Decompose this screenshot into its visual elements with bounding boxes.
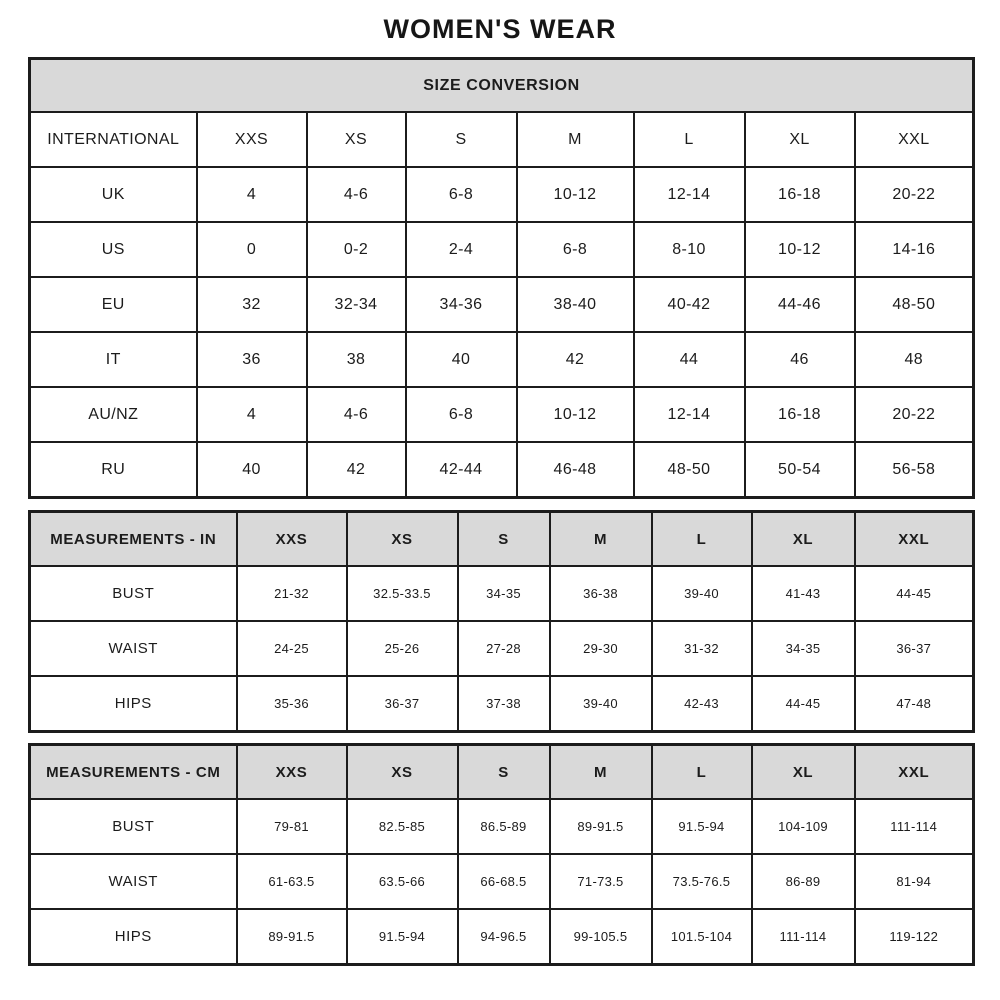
table-row [30, 442, 974, 498]
column-header-s: S [406, 112, 517, 167]
value-cell: 48-50 [634, 442, 745, 498]
value-cell: 16-18 [745, 167, 855, 222]
value-cell: 91.5-94 [347, 909, 458, 965]
value-cell: 71-73.5 [550, 854, 652, 909]
table-row [30, 167, 974, 222]
value-cell: 46 [745, 332, 855, 387]
value-cell: 48-50 [855, 277, 974, 332]
value-cell: 8-10 [634, 222, 745, 277]
value-cell: 111-114 [855, 799, 974, 854]
value-cell: 111-114 [752, 909, 855, 965]
table-row [30, 799, 974, 854]
measurements-cm-title: MEASUREMENTS - CM [30, 745, 237, 800]
value-cell: 37-38 [458, 676, 550, 732]
row-label: HIPS [30, 676, 237, 732]
value-cell: 10-12 [517, 387, 634, 442]
value-cell: 44-45 [855, 566, 974, 621]
value-cell: 42-43 [652, 676, 752, 732]
value-cell: 0 [197, 222, 307, 277]
value-cell: 12-14 [634, 387, 745, 442]
table-row [30, 909, 974, 965]
value-cell: 10-12 [745, 222, 855, 277]
row-label: BUST [30, 566, 237, 621]
size-header-l: L [652, 512, 752, 567]
value-cell: 44-45 [752, 676, 855, 732]
size-header-xs: XS [347, 512, 458, 567]
value-cell: 63.5-66 [347, 854, 458, 909]
value-cell: 39-40 [652, 566, 752, 621]
value-cell: 73.5-76.5 [652, 854, 752, 909]
value-cell: 10-12 [517, 167, 634, 222]
value-cell: 36-37 [347, 676, 458, 732]
size-conversion-table [28, 57, 975, 499]
value-cell: 6-8 [406, 387, 517, 442]
measurements-in-head [30, 512, 974, 567]
value-cell: 56-58 [855, 442, 974, 498]
value-cell: 34-35 [458, 566, 550, 621]
value-cell: 14-16 [855, 222, 974, 277]
value-cell: 79-81 [237, 799, 347, 854]
column-header-xs: XS [307, 112, 406, 167]
value-cell: 20-22 [855, 167, 974, 222]
column-header-international: INTERNATIONAL [30, 112, 197, 167]
value-cell: 4-6 [307, 167, 406, 222]
value-cell: 44-46 [745, 277, 855, 332]
column-header-xl: XL [745, 112, 855, 167]
value-cell: 24-25 [237, 621, 347, 676]
row-label: AU/NZ [30, 387, 197, 442]
value-cell: 89-91.5 [550, 799, 652, 854]
value-cell: 21-32 [237, 566, 347, 621]
value-cell: 41-43 [752, 566, 855, 621]
value-cell: 91.5-94 [652, 799, 752, 854]
measurements-in-header-row [30, 512, 974, 567]
value-cell: 40 [197, 442, 307, 498]
value-cell: 6-8 [406, 167, 517, 222]
value-cell: 4 [197, 167, 307, 222]
size-header-m: M [550, 745, 652, 800]
value-cell: 32.5-33.5 [347, 566, 458, 621]
value-cell: 6-8 [517, 222, 634, 277]
value-cell: 89-91.5 [237, 909, 347, 965]
value-cell: 86-89 [752, 854, 855, 909]
value-cell: 81-94 [855, 854, 974, 909]
value-cell: 12-14 [634, 167, 745, 222]
size-conversion-body [30, 167, 974, 498]
value-cell: 42 [517, 332, 634, 387]
value-cell: 86.5-89 [458, 799, 550, 854]
value-cell: 42 [307, 442, 406, 498]
row-label: RU [30, 442, 197, 498]
size-header-xxl: XXL [855, 512, 974, 567]
value-cell: 0-2 [307, 222, 406, 277]
table-row [30, 854, 974, 909]
size-conversion-columns-row [30, 112, 974, 167]
value-cell: 2-4 [406, 222, 517, 277]
value-cell: 50-54 [745, 442, 855, 498]
table-row [30, 566, 974, 621]
row-label: WAIST [30, 854, 237, 909]
measurements-cm-table [28, 743, 975, 966]
table-row [30, 676, 974, 732]
table-row [30, 222, 974, 277]
value-cell: 32-34 [307, 277, 406, 332]
value-cell: 36-38 [550, 566, 652, 621]
row-label: WAIST [30, 621, 237, 676]
value-cell: 99-105.5 [550, 909, 652, 965]
measurements-cm-body [30, 799, 974, 965]
value-cell: 47-48 [855, 676, 974, 732]
size-conversion-banner-row [30, 59, 974, 113]
row-label: US [30, 222, 197, 277]
value-cell: 20-22 [855, 387, 974, 442]
row-label: UK [30, 167, 197, 222]
value-cell: 48 [855, 332, 974, 387]
value-cell: 34-36 [406, 277, 517, 332]
size-header-xs: XS [347, 745, 458, 800]
value-cell: 61-63.5 [237, 854, 347, 909]
size-header-l: L [652, 745, 752, 800]
value-cell: 16-18 [745, 387, 855, 442]
value-cell: 4-6 [307, 387, 406, 442]
value-cell: 27-28 [458, 621, 550, 676]
value-cell: 34-35 [752, 621, 855, 676]
size-header-xxs: XXS [237, 512, 347, 567]
value-cell: 104-109 [752, 799, 855, 854]
size-header-xxs: XXS [237, 745, 347, 800]
row-label: EU [30, 277, 197, 332]
value-cell: 40 [406, 332, 517, 387]
measurements-cm-head [30, 745, 974, 800]
value-cell: 42-44 [406, 442, 517, 498]
value-cell: 44 [634, 332, 745, 387]
row-label: HIPS [30, 909, 237, 965]
measurements-in-body [30, 566, 974, 732]
value-cell: 4 [197, 387, 307, 442]
value-cell: 94-96.5 [458, 909, 550, 965]
table-row [30, 332, 974, 387]
table-row [30, 277, 974, 332]
row-label: IT [30, 332, 197, 387]
value-cell: 32 [197, 277, 307, 332]
value-cell: 35-36 [237, 676, 347, 732]
value-cell: 29-30 [550, 621, 652, 676]
value-cell: 40-42 [634, 277, 745, 332]
row-label: BUST [30, 799, 237, 854]
table-row [30, 387, 974, 442]
size-header-m: M [550, 512, 652, 567]
size-header-s: S [458, 512, 550, 567]
value-cell: 39-40 [550, 676, 652, 732]
value-cell: 31-32 [652, 621, 752, 676]
column-header-l: L [634, 112, 745, 167]
value-cell: 46-48 [517, 442, 634, 498]
size-header-s: S [458, 745, 550, 800]
value-cell: 38 [307, 332, 406, 387]
value-cell: 36-37 [855, 621, 974, 676]
size-header-xl: XL [752, 512, 855, 567]
value-cell: 38-40 [517, 277, 634, 332]
value-cell: 66-68.5 [458, 854, 550, 909]
size-header-xl: XL [752, 745, 855, 800]
measurements-in-title: MEASUREMENTS - IN [30, 512, 237, 567]
value-cell: 36 [197, 332, 307, 387]
value-cell: 101.5-104 [652, 909, 752, 965]
value-cell: 25-26 [347, 621, 458, 676]
size-header-xxl: XXL [855, 745, 974, 800]
measurements-cm-header-row [30, 745, 974, 800]
size-conversion-head [30, 59, 974, 168]
column-header-m: M [517, 112, 634, 167]
page-title: WOMEN'S WEAR [383, 14, 617, 44]
size-conversion-title: SIZE CONVERSION [30, 59, 974, 113]
column-header-xxl: XXL [855, 112, 974, 167]
measurements-in-table [28, 510, 975, 733]
value-cell: 119-122 [855, 909, 974, 965]
column-header-xxs: XXS [197, 112, 307, 167]
table-row [30, 621, 974, 676]
value-cell: 82.5-85 [347, 799, 458, 854]
